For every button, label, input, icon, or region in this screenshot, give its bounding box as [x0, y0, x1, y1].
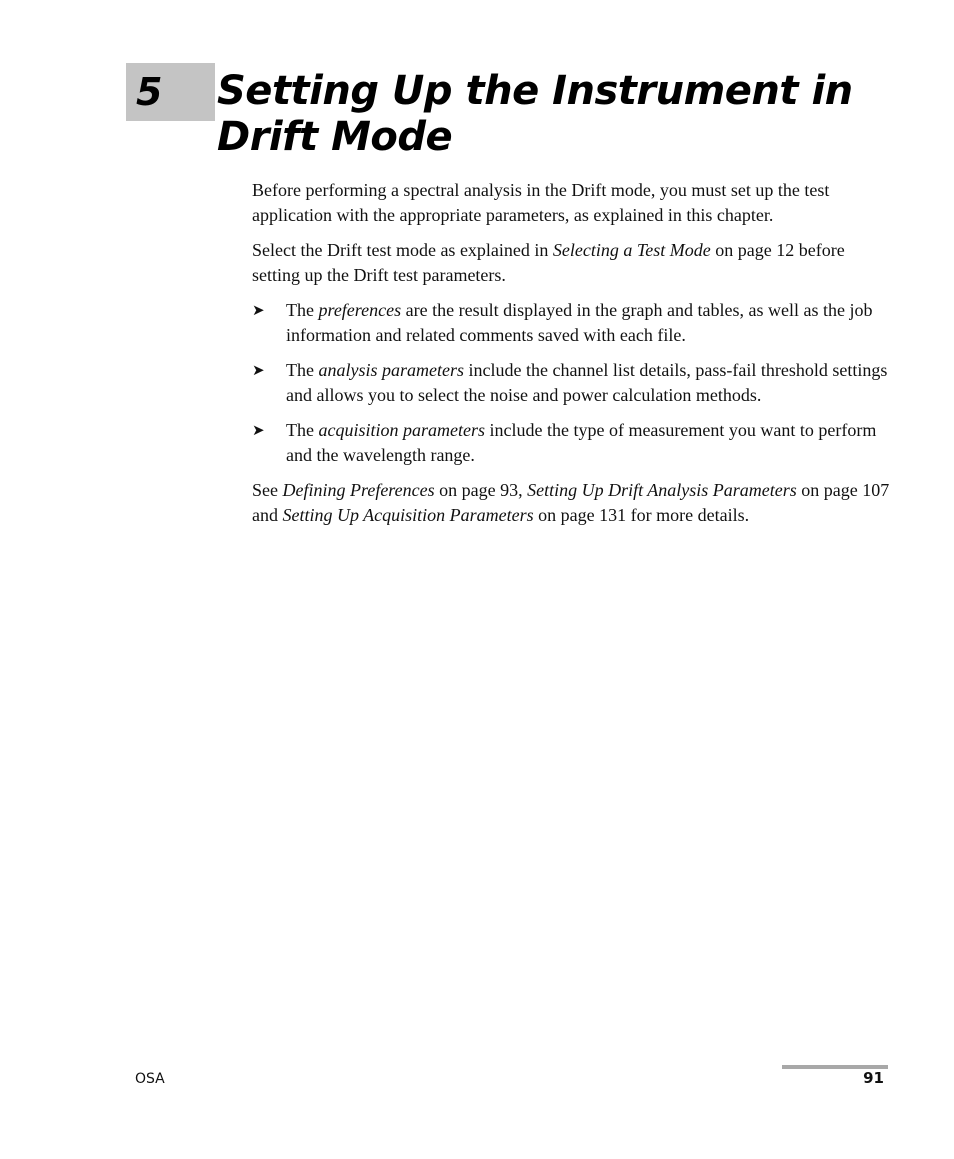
text-segment: on page 107 and: [252, 480, 890, 525]
arrow-bullet-icon: ➤: [252, 301, 265, 319]
text-segment: The: [286, 360, 319, 380]
term-preferences: preferences: [318, 300, 402, 320]
text-segment: See: [252, 480, 283, 500]
footer-product-name: OSA: [135, 1071, 165, 1087]
text-segment: include the channel list details, pass-fail threshold settings and allows you to select the noise and power calculation methods.: [286, 360, 888, 405]
arrow-bullet-icon: ➤: [252, 361, 265, 379]
term-analysis-parameters: analysis parameters: [318, 360, 464, 380]
text-segment: on page 12 before setting up the Drift test parameters.: [252, 240, 845, 285]
test-mode-paragraph: [252, 238, 892, 287]
chapter-body: [252, 178, 892, 538]
chapter-title: [217, 68, 917, 160]
term-acquisition-parameters: acquisition parameters: [318, 420, 485, 440]
list-item: [252, 298, 892, 347]
cross-reference-link[interactable]: Setting Up Drift Analysis Parameters: [527, 480, 797, 500]
chapter-title-line-1: Setting Up the Instrument in: [217, 68, 853, 114]
chapter-title-line-2: Drift Mode: [217, 114, 453, 160]
text-segment: are the result displayed in the graph and tables, as well as the job information and related comments saved with each file.: [286, 300, 873, 345]
list-item: [252, 418, 892, 467]
intro-paragraph: Before performing a spectral analysis in the Drift mode, you must set up the test application with the appropriate parameters, as explained in this chapter.: [252, 180, 830, 225]
see-also-paragraph: [252, 478, 892, 527]
text-segment: The: [286, 420, 319, 440]
text-segment: Select the Drift test mode as explained in: [252, 240, 553, 260]
text-segment: on page 93,: [434, 480, 528, 500]
text-segment: on page 131 for more details.: [533, 504, 750, 525]
list-item: [252, 358, 892, 407]
footer-page-number: 91: [863, 1069, 884, 1087]
text-segment: include the type of measurement you want to perform and the wavelength range.: [286, 420, 877, 465]
cross-reference-link[interactable]: Setting Up Acquisition Parameters: [282, 504, 534, 525]
chapter-number: 5: [126, 63, 215, 121]
parameter-list: [252, 298, 892, 467]
text-segment: The: [286, 300, 319, 320]
cross-reference-link[interactable]: Defining Preferences: [282, 480, 435, 500]
arrow-bullet-icon: ➤: [252, 421, 265, 439]
cross-reference-link[interactable]: Selecting a Test Mode: [552, 240, 711, 260]
